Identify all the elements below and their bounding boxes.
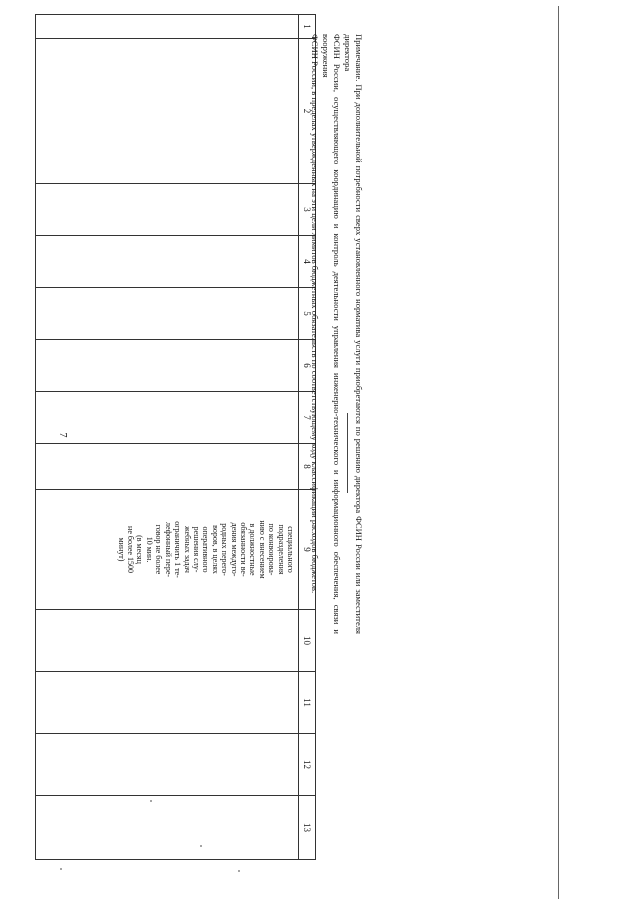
column-number-7: 7 — [299, 392, 316, 444]
table-cell — [36, 672, 299, 734]
column-number-11: 11 — [299, 672, 316, 734]
column-number-12: 12 — [299, 734, 316, 796]
table-cell — [36, 796, 299, 860]
standards-table — [35, 14, 316, 860]
table-cell — [36, 610, 299, 672]
footnote-line-3: ФСИН России, в пределах утвержденных на эти цели лимитов бюджетных обязательств по соответствующему коду классификации расходов бюджетов. — [310, 34, 320, 594]
table-cell — [36, 734, 299, 796]
column-number-10: 10 — [299, 610, 316, 672]
column-number-5: 5 — [299, 288, 316, 340]
footnote-line-1: Примечание. При дополнительной потребности сверх установленного норматива услуги приобретаются по решению директора ФСИН России или заместителя директора — [343, 34, 364, 634]
table-cell — [36, 288, 299, 340]
column-number-2: 2 — [299, 39, 316, 184]
column-number-3: 3 — [299, 184, 316, 236]
page-number: 7 — [57, 432, 68, 438]
column-number-6: 6 — [299, 340, 316, 392]
column-number-4: 4 — [299, 236, 316, 288]
column-number-1: 1 — [299, 15, 316, 39]
scan-speck — [238, 870, 240, 872]
table-cell — [36, 340, 299, 392]
table-cell-9 — [36, 490, 299, 610]
scan-speck — [60, 868, 62, 870]
column-number-8: 8 — [299, 444, 316, 490]
footnote — [309, 34, 364, 634]
scan-speck — [150, 800, 152, 802]
table-cell — [36, 15, 299, 39]
column-number-9: 9 — [299, 490, 316, 610]
table-row — [36, 15, 299, 860]
footnote-line-2: ФСИН России, осуществляющего координацию и контроль деятельности управления инженерно-технического и информационного обеспечения, связи и вооружения — [321, 34, 342, 634]
table-cell — [36, 39, 299, 184]
table-cell — [36, 184, 299, 236]
table-cell — [36, 392, 299, 444]
table-cell — [36, 444, 299, 490]
column-number-13: 13 — [299, 796, 316, 860]
table-cell — [36, 236, 299, 288]
cell-9-text: специального подразделения по конвоирова- нию с внесением в должностные обязанности ве- дения междуго- родных перего- воров, в целях оперативного решения слу- жебных задач ограничить 1 те- лефонный пере- говор не более 10 мин. (в месяц не более 1500 минут) — [116, 520, 295, 579]
scan-speck — [200, 845, 202, 847]
